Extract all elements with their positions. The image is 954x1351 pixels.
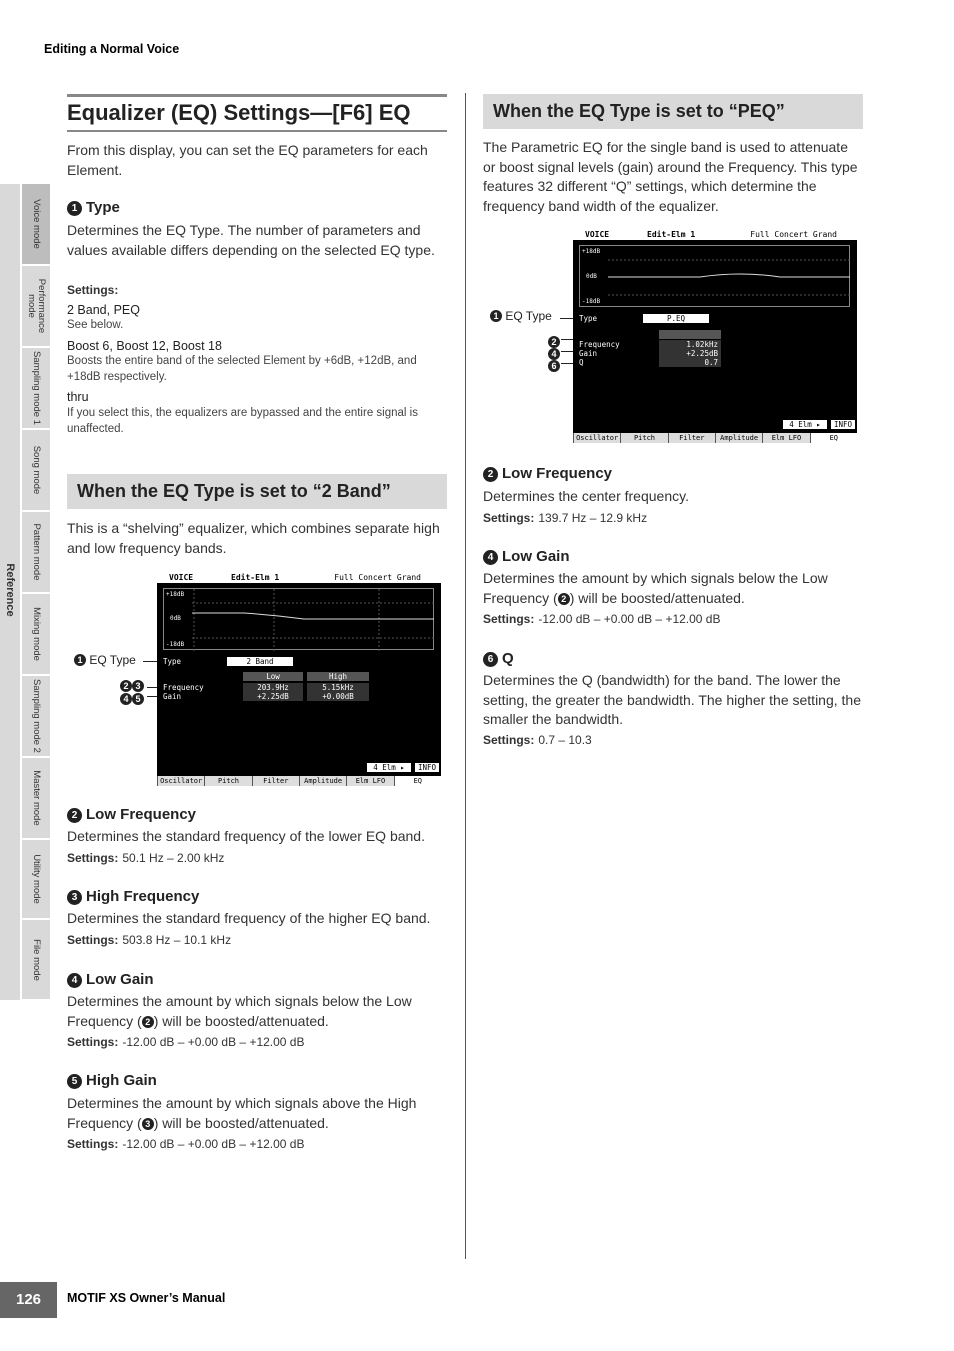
number-badge: 4 — [483, 550, 498, 565]
number-badge: 2 — [483, 467, 498, 482]
screen-tab-elm-lfo[interactable]: Elm LFO — [762, 433, 809, 443]
tab-file-mode[interactable] — [22, 920, 50, 1000]
item-title: Low Frequency — [86, 806, 197, 823]
db-label-bottom: -18dB — [166, 641, 185, 648]
peq-q-desc: Determines the Q (bandwidth) for the band. The lower the setting, the greater the bandwidth. The higher the setting, the smaller the bandwidth. — [483, 672, 861, 727]
number-badge: 5 — [67, 1074, 82, 1089]
high-gain-heading — [67, 1072, 157, 1089]
freq-field[interactable]: 1.02kHz — [659, 340, 721, 349]
low-gain-heading — [67, 971, 154, 988]
tab-voice-mode[interactable] — [22, 184, 50, 265]
peq-frequency-heading — [483, 465, 612, 482]
callout-label: EQ Type — [505, 309, 552, 323]
low-gain-field[interactable]: +2.25dB — [243, 692, 303, 701]
high-frequency-settings — [67, 933, 231, 947]
item-title: Q — [502, 650, 514, 667]
settings-value: 50.1 Hz – 2.00 kHz — [122, 851, 225, 865]
col-high-header: High — [307, 672, 369, 681]
screen-tab-eq[interactable]: EQ — [394, 776, 441, 786]
high-gain-desc — [67, 1094, 447, 1133]
screen-tab-pitch[interactable]: Pitch — [204, 776, 251, 786]
peq-frequency-settings — [483, 511, 647, 525]
high-frequency-desc: Determines the standard frequency of the higher EQ band. — [67, 910, 431, 926]
screen-voice-name: Full Concert Grand — [334, 573, 421, 582]
high-gain-settings — [67, 1137, 305, 1151]
callout-q — [548, 357, 560, 375]
screen-tab-bar — [573, 433, 857, 443]
callout-eq-type — [74, 653, 136, 667]
screen-tab-filter[interactable]: Filter — [668, 433, 715, 443]
desc-text: Determines the amount by which signals below the Low Frequency ( — [67, 993, 412, 1029]
section-heading-peq: When the EQ Type is set to “PEQ” — [483, 94, 863, 129]
number-badge: 3 — [142, 1118, 154, 1130]
screen-tab-elm-lfo[interactable]: Elm LFO — [346, 776, 393, 786]
desc-text: ) will be boosted/attenuated. — [569, 589, 745, 606]
low-gain-settings — [67, 1035, 305, 1049]
settings-label: Settings: — [483, 733, 535, 747]
screen-edit: Edit-Elm 1 — [647, 230, 696, 239]
tab-label: File mode — [31, 938, 42, 981]
tab-label: Pattern mode — [31, 523, 42, 581]
type-title: Type — [86, 199, 120, 216]
option-2band-peq-desc: See below. — [67, 319, 124, 331]
eq-screen-peq — [573, 230, 857, 443]
low-frequency-settings — [67, 851, 224, 865]
page-title: Equalizer (EQ) Settings—[F6] EQ — [67, 94, 447, 132]
type-description: Determines the EQ Type. The number of parameters and values available differs depending on the selected EQ type. — [67, 222, 435, 258]
desc-text: Determines the amount by which signals below the Low Frequency ( — [483, 570, 828, 606]
page-number: 126 — [0, 1282, 57, 1318]
screen-mode: VOICE — [585, 230, 610, 239]
type-param-label: Type — [579, 314, 598, 323]
eq-screen-2band — [157, 573, 441, 786]
eq-curve — [580, 246, 851, 308]
high-freq-field[interactable]: 5.15kHz — [307, 683, 369, 692]
desc-text: Determines the amount by which signals above the High Frequency ( — [67, 1095, 417, 1131]
peq-gain-settings — [483, 612, 721, 626]
screen-tab-pitch[interactable]: Pitch — [620, 433, 667, 443]
number-badge: 3 — [132, 680, 144, 692]
high-frequency-heading — [67, 888, 199, 905]
gain-field[interactable]: +2.25dB — [659, 349, 721, 358]
peq-gain-desc — [483, 569, 863, 608]
low-gain-desc — [67, 992, 447, 1031]
gain-param-label: Gain — [579, 349, 598, 358]
footer-title: MOTIF XS Owner’s Manual — [67, 1291, 226, 1305]
type-value-field[interactable]: 2 Band — [227, 657, 293, 666]
running-header: Editing a Normal Voice — [44, 42, 180, 56]
settings-label: Settings: — [67, 1035, 119, 1049]
2band-intro: This is a “shelving” equalizer, which combines separate high and low frequency bands. — [67, 520, 440, 556]
settings-label: Settings: — [483, 511, 535, 525]
screen-header — [157, 573, 441, 583]
reference-label: Reference — [4, 563, 16, 617]
number-badge: 2 — [548, 336, 560, 348]
type-heading — [67, 199, 120, 216]
settings-label: Settings: — [67, 933, 119, 947]
screen-tab-filter[interactable]: Filter — [252, 776, 299, 786]
number-badge: 3 — [67, 890, 82, 905]
element-button[interactable]: 4 Elm ▸ — [367, 763, 411, 772]
number-badge: 2 — [67, 808, 82, 823]
number-badge: 6 — [548, 360, 560, 372]
number-badge: 1 — [490, 310, 502, 322]
tab-master-mode[interactable] — [22, 758, 50, 839]
gain-param-label: Gain — [163, 692, 182, 701]
screen-tab-oscillator[interactable]: Oscillator — [157, 776, 204, 786]
peq-gain-heading — [483, 548, 570, 565]
settings-value: -12.00 dB – +0.00 dB – +12.00 dB — [538, 612, 721, 626]
peq-q-settings — [483, 733, 592, 747]
callout-eq-type — [490, 309, 552, 323]
screen-tab-amplitude[interactable]: Amplitude — [715, 433, 762, 443]
eq-curve — [164, 589, 435, 651]
item-title: High Frequency — [86, 888, 200, 905]
col-low-header: Low — [243, 672, 303, 681]
settings-value: 503.8 Hz – 10.1 kHz — [122, 933, 232, 947]
tab-label: Voice mode — [31, 199, 42, 249]
settings-label: Settings: — [67, 283, 119, 297]
high-gain-field[interactable]: +0.00dB — [307, 692, 369, 701]
intro-text: From this display, you can set the EQ parameters for each Element. — [67, 142, 428, 178]
option-thru-desc: If you select this, the equalizers are bypassed and the entire signal is unaffected. — [67, 407, 418, 435]
db-label-mid: 0dB — [586, 273, 597, 280]
option-2band-peq: 2 Band, PEQ — [67, 303, 140, 317]
type-param-label: Type — [163, 657, 182, 666]
tab-sampling-mode-1[interactable] — [22, 348, 50, 429]
number-badge: 2 — [558, 593, 570, 605]
element-button[interactable]: 4 Elm ▸ — [783, 420, 827, 429]
db-label-top: +18dB — [582, 248, 601, 255]
tab-label: Performance mode — [26, 278, 47, 334]
callout-gain — [120, 690, 144, 708]
tab-pattern-mode[interactable] — [22, 512, 50, 593]
option-thru: thru — [67, 390, 89, 404]
screen-mode: VOICE — [169, 573, 194, 582]
settings-label: Settings: — [483, 612, 535, 626]
desc-text: ) will be boosted/attenuated. — [153, 1114, 329, 1131]
eq-graph — [579, 245, 850, 307]
callout-label: EQ Type — [89, 653, 136, 667]
q-param-label: Q — [579, 358, 584, 367]
tab-label: Sampling mode 1 — [31, 351, 42, 425]
item-title: Low Frequency — [502, 465, 613, 482]
tab-label: Sampling mode 2 — [31, 679, 42, 753]
peq-frequency-desc: Determines the center frequency. — [483, 488, 689, 504]
settings-value: 139.7 Hz – 12.9 kHz — [538, 511, 648, 525]
reference-sidebar — [0, 184, 20, 1000]
section-heading-2band: When the EQ Type is set to “2 Band” — [67, 474, 447, 509]
tab-label: Mixing mode — [31, 607, 42, 661]
peq-intro: The Parametric EQ for the single band is used to attenuate or boost signal levels (gain) around the Frequency. This type features 32 different “Q” settings, which determine the frequency band width of the equalizer. — [483, 139, 858, 214]
low-frequency-desc: Determines the standard frequency of the lower EQ band. — [67, 828, 425, 844]
number-badge: 6 — [483, 652, 498, 667]
db-label-mid: 0dB — [170, 615, 181, 622]
number-badge: 5 — [132, 693, 144, 705]
screen-tab-oscillator[interactable]: Oscillator — [573, 433, 620, 443]
settings-label: Settings: — [67, 1137, 119, 1151]
number-badge: 1 — [74, 654, 86, 666]
number-badge: 4 — [67, 973, 82, 988]
eq-graph — [163, 588, 434, 650]
tab-sampling-mode-2[interactable] — [22, 676, 50, 757]
type-value-field[interactable]: P.EQ — [643, 314, 709, 323]
tab-song-mode[interactable] — [22, 430, 50, 511]
option-boost: Boost 6, Boost 12, Boost 18 — [67, 339, 222, 353]
tab-utility-mode[interactable] — [22, 840, 50, 919]
freq-param-label: Frequency — [579, 340, 620, 349]
item-title: Low Gain — [502, 548, 570, 565]
settings-label: Settings: — [67, 851, 119, 865]
peq-q-heading — [483, 650, 514, 667]
number-badge: 1 — [67, 201, 82, 216]
tab-label: Master mode — [31, 770, 42, 826]
screen-tab-bar — [157, 776, 441, 786]
number-badge: 4 — [548, 348, 560, 360]
item-title: High Gain — [86, 1072, 157, 1089]
db-label-bottom: -18dB — [582, 298, 601, 305]
screen-tab-amplitude[interactable]: Amplitude — [299, 776, 346, 786]
freq-param-label: Frequency — [163, 683, 204, 692]
screen-tab-eq[interactable]: EQ — [810, 433, 857, 443]
settings-value: -12.00 dB – +0.00 dB – +12.00 dB — [122, 1137, 305, 1151]
tab-label: Utility mode — [31, 854, 42, 904]
low-frequency-heading — [67, 806, 196, 823]
settings-value: -12.00 dB – +0.00 dB – +12.00 dB — [122, 1035, 305, 1049]
item-title: Low Gain — [86, 971, 154, 988]
column-divider — [465, 93, 466, 1259]
number-badge: 4 — [120, 693, 132, 705]
col-header — [659, 330, 721, 339]
screen-header — [573, 230, 857, 240]
info-button[interactable]: INFO — [415, 763, 439, 772]
db-label-top: +18dB — [166, 591, 185, 598]
tab-performance-mode[interactable] — [22, 266, 50, 347]
tab-label: Song mode — [31, 445, 42, 495]
low-freq-field[interactable]: 203.9Hz — [243, 683, 303, 692]
info-button[interactable]: INFO — [831, 420, 855, 429]
tab-mixing-mode[interactable] — [22, 594, 50, 675]
screen-voice-name: Full Concert Grand — [750, 230, 837, 239]
option-boost-desc: Boosts the entire band of the selected Element by +6dB, +12dB, and +18dB respectively. — [67, 355, 417, 383]
desc-text: ) will be boosted/attenuated. — [153, 1012, 329, 1029]
q-field[interactable]: 0.7 — [659, 358, 721, 367]
number-badge: 2 — [142, 1016, 154, 1028]
screen-edit: Edit-Elm 1 — [231, 573, 280, 582]
settings-value: 0.7 – 10.3 — [538, 733, 592, 747]
number-badge: 2 — [120, 680, 132, 692]
